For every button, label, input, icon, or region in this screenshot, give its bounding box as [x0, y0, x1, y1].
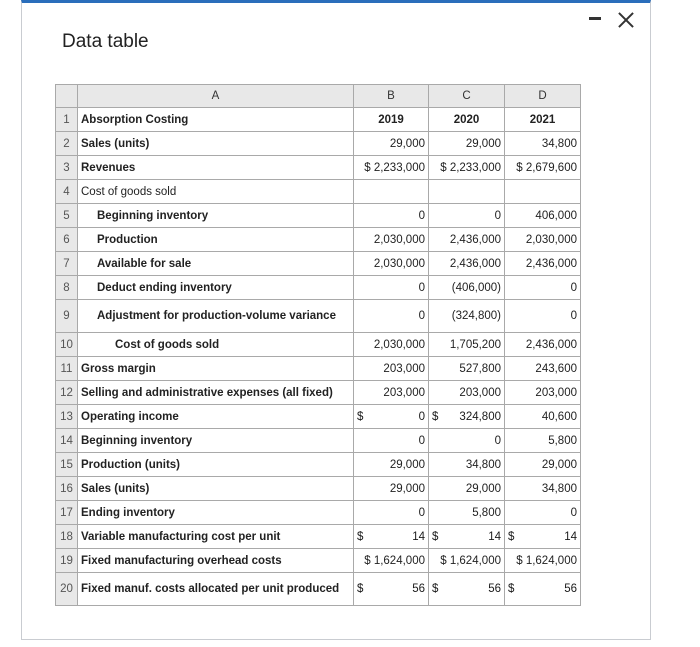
cell-b: 29,000 — [354, 477, 429, 501]
table-row — [56, 525, 581, 549]
data-table — [55, 84, 581, 606]
row-number: 18 — [56, 525, 78, 549]
row-number: 9 — [56, 300, 78, 333]
row-label: Available for sale — [78, 252, 354, 276]
cell-d: 0 — [505, 300, 581, 333]
cell-c: 2,436,000 — [429, 252, 505, 276]
table-row — [56, 276, 581, 300]
cell-d: 2021 — [505, 108, 581, 132]
cell-b: 203,000 — [354, 357, 429, 381]
cell-b: 29,000 — [354, 453, 429, 477]
cell-c: 2020 — [429, 108, 505, 132]
cell-b: 2,030,000 — [354, 252, 429, 276]
row-number: 6 — [56, 228, 78, 252]
table-row — [56, 381, 581, 405]
row-label: Cost of goods sold — [78, 180, 354, 204]
row-label: Gross margin — [78, 357, 354, 381]
currency-symbol: $ — [432, 583, 439, 595]
cell-c: 203,000 — [429, 381, 505, 405]
cell-c: 34,800 — [429, 453, 505, 477]
cell-b — [354, 405, 429, 429]
cell-b: 0 — [354, 429, 429, 453]
table-row — [56, 204, 581, 228]
cell-value: 14 — [488, 530, 501, 543]
cell-b: 0 — [354, 204, 429, 228]
cell-value: 14 — [564, 530, 577, 543]
currency-symbol: $ — [357, 530, 364, 543]
table-row — [56, 405, 581, 429]
cell-c: 29,000 — [429, 132, 505, 156]
cell-value: 14 — [412, 530, 425, 543]
table-row — [56, 180, 581, 204]
cell-value: 324,800 — [459, 410, 501, 423]
cell-c: (406,000) — [429, 276, 505, 300]
row-label: Sales (units) — [78, 132, 354, 156]
cell-value: 56 — [564, 583, 577, 595]
minimize-icon[interactable] — [589, 17, 601, 20]
cell-c — [429, 180, 505, 204]
row-number: 16 — [56, 477, 78, 501]
cell-b: 0 — [354, 300, 429, 333]
cell-value: 56 — [412, 583, 425, 595]
cell-c: $ 2,233,000 — [429, 156, 505, 180]
cell-b: 2,030,000 — [354, 228, 429, 252]
corner-cell — [56, 85, 78, 108]
cell-c: $ 1,624,000 — [429, 549, 505, 573]
cell-b: $ 2,233,000 — [354, 156, 429, 180]
cell-c: 0 — [429, 204, 505, 228]
row-number: 4 — [56, 180, 78, 204]
cell-c: 5,800 — [429, 501, 505, 525]
table-row — [56, 300, 581, 333]
currency-symbol: $ — [508, 530, 515, 543]
row-number: 7 — [56, 252, 78, 276]
row-number: 15 — [56, 453, 78, 477]
cell-c: 1,705,200 — [429, 333, 505, 357]
column-header: B — [354, 85, 429, 108]
cell-d — [505, 180, 581, 204]
table-row — [56, 477, 581, 501]
cell-c — [429, 405, 505, 429]
row-label: Production (units) — [78, 453, 354, 477]
row-number: 10 — [56, 333, 78, 357]
cell-c — [429, 573, 505, 606]
cell-value: 0 — [418, 410, 425, 423]
table-row — [56, 573, 581, 606]
row-number: 12 — [56, 381, 78, 405]
cell-d — [505, 573, 581, 606]
row-label: Fixed manuf. costs allocated per unit produced — [78, 573, 354, 606]
row-label: Production — [78, 228, 354, 252]
column-header: A — [78, 85, 354, 108]
cell-d: 34,800 — [505, 132, 581, 156]
row-number: 11 — [56, 357, 78, 381]
row-number: 17 — [56, 501, 78, 525]
cell-value: 56 — [488, 583, 501, 595]
cell-c: 29,000 — [429, 477, 505, 501]
cell-c: 527,800 — [429, 357, 505, 381]
cell-c: (324,800) — [429, 300, 505, 333]
cell-d: 0 — [505, 276, 581, 300]
row-number: 8 — [56, 276, 78, 300]
row-number: 3 — [56, 156, 78, 180]
cell-d — [505, 525, 581, 549]
cell-d: 0 — [505, 501, 581, 525]
table-row — [56, 333, 581, 357]
row-label: Adjustment for production-volume variance — [78, 300, 354, 333]
cell-c — [429, 525, 505, 549]
row-label: Beginning inventory — [78, 429, 354, 453]
row-label: Deduct ending inventory — [78, 276, 354, 300]
row-number: 5 — [56, 204, 78, 228]
row-number: 1 — [56, 108, 78, 132]
table-row — [56, 132, 581, 156]
cell-d: 2,436,000 — [505, 252, 581, 276]
cell-b: 29,000 — [354, 132, 429, 156]
row-label: Ending inventory — [78, 501, 354, 525]
cell-b: 0 — [354, 501, 429, 525]
column-header: C — [429, 85, 505, 108]
cell-b: 0 — [354, 276, 429, 300]
dialog-title: Data table — [62, 31, 149, 52]
table-row — [56, 252, 581, 276]
column-header-row — [56, 85, 581, 108]
cell-c: 2,436,000 — [429, 228, 505, 252]
cell-d: 2,436,000 — [505, 333, 581, 357]
row-label: Sales (units) — [78, 477, 354, 501]
cell-d: $ 2,679,600 — [505, 156, 581, 180]
table-row — [56, 549, 581, 573]
table-row — [56, 501, 581, 525]
cell-d: 29,000 — [505, 453, 581, 477]
currency-symbol: $ — [357, 583, 364, 595]
cell-d: 406,000 — [505, 204, 581, 228]
row-label: Beginning inventory — [78, 204, 354, 228]
table-row — [56, 453, 581, 477]
cell-d: 5,800 — [505, 429, 581, 453]
cell-d: 243,600 — [505, 357, 581, 381]
cell-b: 2019 — [354, 108, 429, 132]
cell-d: 2,030,000 — [505, 228, 581, 252]
row-number: 19 — [56, 549, 78, 573]
table-row — [56, 108, 581, 132]
cell-b — [354, 573, 429, 606]
row-number: 2 — [56, 132, 78, 156]
table-row — [56, 357, 581, 381]
cell-d: 40,600 — [505, 405, 581, 429]
cell-b — [354, 180, 429, 204]
row-label: Selling and administrative expenses (all fixed) — [78, 381, 354, 405]
row-number: 13 — [56, 405, 78, 429]
cell-b — [354, 525, 429, 549]
cell-d: 203,000 — [505, 381, 581, 405]
row-label: Variable manufacturing cost per unit — [78, 525, 354, 549]
cell-d: 34,800 — [505, 477, 581, 501]
close-icon[interactable] — [617, 11, 635, 29]
row-label: Revenues — [78, 156, 354, 180]
currency-symbol: $ — [432, 410, 439, 423]
cell-b: $ 1,624,000 — [354, 549, 429, 573]
cell-b: 2,030,000 — [354, 333, 429, 357]
currency-symbol: $ — [357, 410, 364, 423]
cell-c: 0 — [429, 429, 505, 453]
currency-symbol: $ — [508, 583, 515, 595]
table-row — [56, 228, 581, 252]
row-label: Cost of goods sold — [78, 333, 354, 357]
cell-d: $ 1,624,000 — [505, 549, 581, 573]
table-row — [56, 429, 581, 453]
currency-symbol: $ — [432, 530, 439, 543]
cell-b: 203,000 — [354, 381, 429, 405]
row-number: 20 — [56, 573, 78, 606]
table-row — [56, 156, 581, 180]
column-header: D — [505, 85, 581, 108]
row-label: Operating income — [78, 405, 354, 429]
row-number: 14 — [56, 429, 78, 453]
row-label: Absorption Costing — [78, 108, 354, 132]
row-label: Fixed manufacturing overhead costs — [78, 549, 354, 573]
